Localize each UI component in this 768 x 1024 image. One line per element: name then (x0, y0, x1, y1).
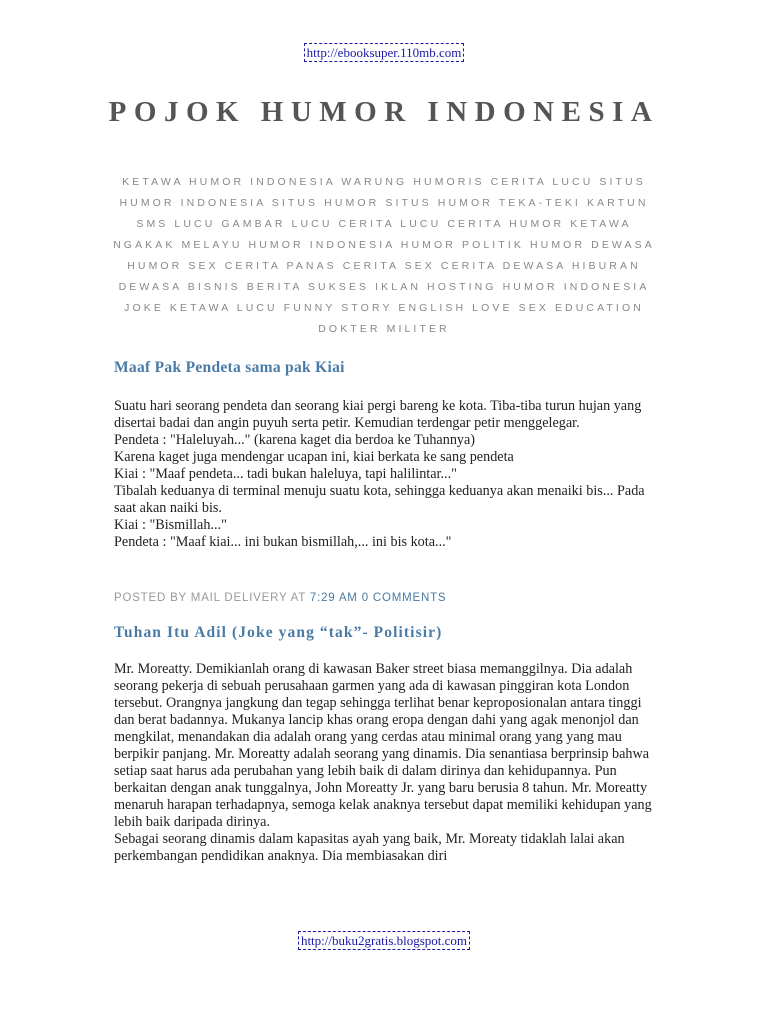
post-footer (114, 592, 446, 604)
top-url-link-container (0, 45, 768, 61)
post-paragraph: Kiai : "Maaf pendeta... tadi bukan haleluya, tapi halilintar..." (114, 466, 457, 482)
posted-by-label: POSTED BY MAIL DELIVERY AT (114, 592, 306, 604)
post-paragraph: Tibalah keduanya di terminal menuju suatu kota, sehingga keduanya akan menaiki bis... Pada saat akan naiki bis. (114, 483, 645, 516)
post-paragraph: Karena kaget juga mendengar ucapan ini, kiai berkata ke sang pendeta (114, 449, 514, 465)
post-paragraph: Suatu hari seorang pendeta dan seorang kiai pergi bareng ke kota. Tiba-tiba turun hujan yang disertai badai dan angin puyuh serta petir. Kemudian terdengar petir menggelegar. (114, 398, 642, 431)
post-body (114, 661, 662, 865)
buku2gratis-link[interactable]: http://buku2gratis.blogspot.com (298, 931, 470, 950)
post-paragraph: Pendeta : "Haleluyah..." (karena kaget dia berdoa ke Tuhannya) (114, 432, 476, 448)
post-paragraph: Sebagai seorang dinamis dalam kapasitas ayah yang baik, Mr. Moreaty tidaklah lalai akan perkembangan pendidikan anaknya. Dia membiasakan diri (114, 831, 625, 864)
post-paragraph: Pendeta : "Maaf kiai... ini bukan bismillah,... ini bis kota..." (114, 534, 452, 550)
comments-link[interactable]: 0 COMMENTS (361, 592, 447, 604)
site-title: POJOK HUMOR INDONESIA (108, 96, 660, 128)
post-title[interactable]: Tuhan Itu Adil (Joke yang “tak”- Politisir) (114, 624, 443, 641)
site-description: KETAWA HUMOR INDONESIA WARUNG HUMORIS CERITA LUCU SITUS HUMOR INDONESIA SITUS HUMOR SITUS HUMOR TEKA-TEKI KARTUN SMS LUCU GAMBAR LUCU CERITA LUCU CERITA HUMOR KETAWA NGAKAK MELAYU HUMOR INDONESIA HUMOR POLITIK HUMOR DEWASA HUMOR SEX CERITA PANAS CERITA SEX CERITA DEWASA HIBURAN DEWASA BISNIS BERITA SUKSES IKLAN HOSTING HUMOR INDONESIA JOKE KETAWA LUCU FUNNY STORY ENGLISH LOVE SEX EDUCATION DOKTER MILITER (113, 176, 655, 335)
post-time-link[interactable]: 7:29 AM (309, 592, 358, 604)
bottom-url-link-container (0, 933, 768, 949)
post-paragraph: Kiai : "Bismillah..." (114, 517, 227, 533)
post-body (114, 398, 662, 551)
post-title[interactable]: Maaf Pak Pendeta sama pak Kiai (114, 359, 345, 376)
post-paragraph: Mr. Moreatty. Demikianlah orang di kawasan Baker street biasa memanggilnya. Dia adalah seorang pekerja di sebuah perusahaan garmen yang ada di kawasan pinggiran kota London tersebut. Orangnya jangkung dan tegap sehingga terlihat benar keproposionalan antara tinggi dan berat badannya. Mukanya lancip khas orang eropa dengan dahi yang agak menonjol dan mengkilat, menandakan dia adalah orang yang cerdas atau minimal orang yang yang mau berpikir panjang. Mr. Moreatty adalah seorang yang dinamis. Dia senantiasa berprinsip bahwa setiap saat harus ada perubahan yang lebih baik di dalam dirinya dan kehidupannya. Pun berkaitan dengan anak tunggalnya, John Moreatty Jr. yang baru berusia 8 tahun. Mr. Moreatty menaruh harapan terhadapnya, semoga kelak anaknya tersebut dapat memiliki kehidupan yang lebih baik daripada dirinya. (114, 661, 652, 830)
ebooksuper-link[interactable]: http://ebooksuper.110mb.com (304, 43, 465, 62)
